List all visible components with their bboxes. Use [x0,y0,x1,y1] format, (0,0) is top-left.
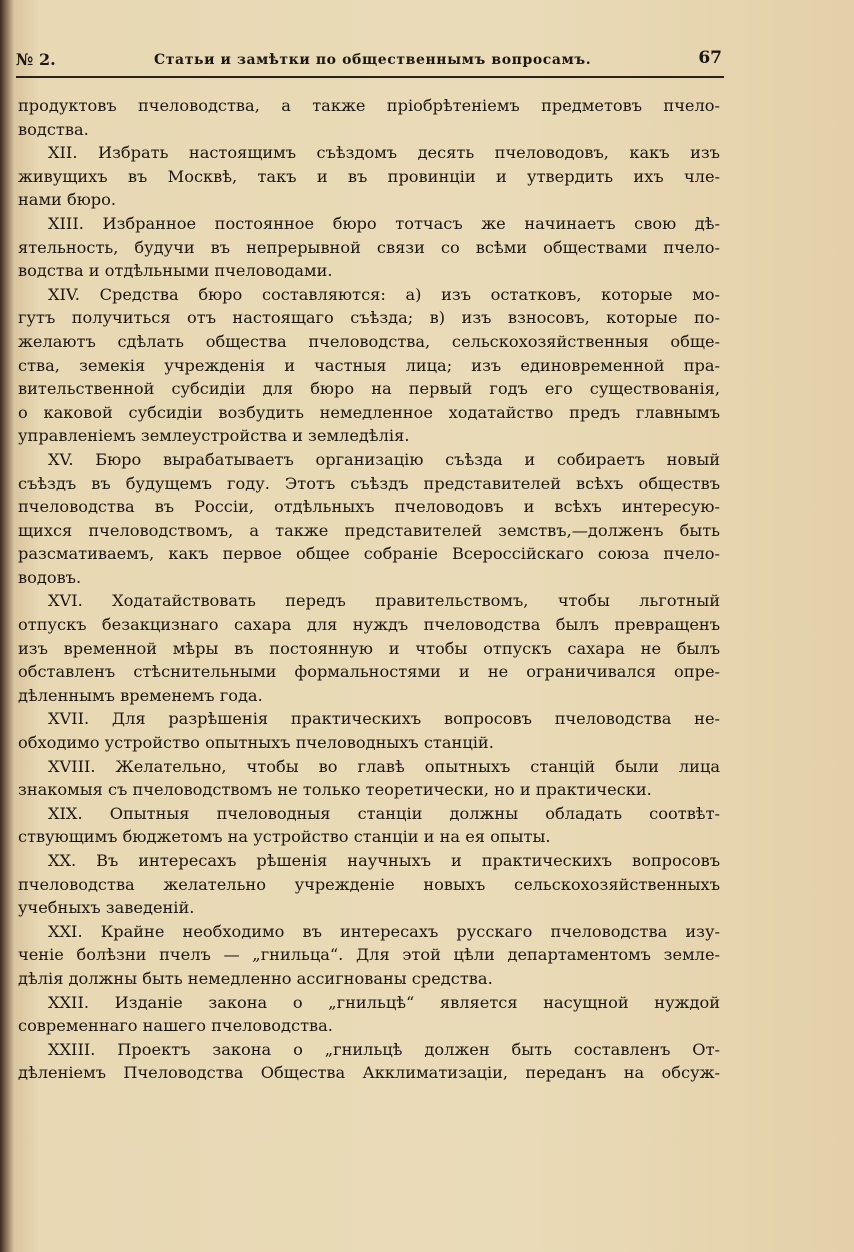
text-line: XXI. Крайне необходимо въ интересахъ русскаго пчеловодства изу- [48,921,720,941]
text-line: XXIII. Проектъ закона о „гнильцѣ должен быть составленъ От- [48,1039,720,1059]
text-line: XIX. Опытныя пчеловодныя станціи должны обладать соотвѣт- [48,803,720,823]
text-line: ятельность, будучи въ непрерывной связи со всѣми обществами пчело- [18,237,720,257]
text-line: водства и отдѣльными пчеловодами. [18,261,333,281]
text-line: XXII. Изданіе закона о „гнильцѣ“ является насущной нуждой [48,992,720,1012]
text-line: XIV. Средства бюро составляются: а) изъ остатковъ, которые мо- [48,284,720,304]
text-line: изъ временной мѣры въ постоянную и чтобы отпускъ сахара не былъ [18,638,720,658]
running-title: Статьи и замѣтки по общественнымъ вопросамъ. [154,52,592,68]
text-line: ченіе болѣзни пчелъ — „гнильца“. Для этой цѣли департаментомъ земле- [18,945,720,965]
text-line: обходимо устройство опытныхъ пчеловодныхъ станцій. [18,733,494,753]
text-line: продуктовъ пчеловодства, а также пріобрѣтеніемъ предметовъ пчело- [18,96,720,115]
text-line: XVIII. Желательно, чтобы во главѣ опытныхъ станцій были лица [48,756,720,776]
page-number: 67 [698,48,722,68]
text-line: нами бюро. [18,190,117,210]
text-line: пчеловодства въ Россіи, отдѣльныхъ пчеловодовъ и всѣхъ интересую- [18,497,720,517]
text-line: знакомыя съ пчеловодствомъ не только теоретически, но и практически. [18,780,652,800]
body-text [18,94,720,1085]
text-line: современнаго нашего пчеловодства. [18,1016,333,1036]
text-line: живущихъ въ Москвѣ, такъ и въ провинціи и утвердить ихъ чле- [18,166,720,186]
text-line: управленіемъ землеустройства и земледѣлія. [18,426,410,446]
text-line: дѣленнымъ временемъ года. [18,685,263,705]
text-line: XV. Бюро вырабатываетъ организацію съѣзда и собираетъ новый [48,449,720,469]
text-line: XIII. Избранное постоянное бюро тотчасъ же начинаетъ свою дѣ- [48,213,720,233]
text-line: желаютъ сдѣлать общества пчеловодства, сельскохозяйственныя обще- [18,331,720,351]
text-line: отпускъ безакцизнаго сахара для нуждъ пчеловодства былъ превращенъ [18,615,720,635]
text-line: разсмативаемъ, какъ первое общее собраніе Всероссійскаго союза пчело- [18,544,720,564]
text-line: вительственной субсидіи для бюро на первый годъ его существованія, [18,379,720,399]
text-line: XVI. Ходатайствовать передъ правительствомъ, чтобы льготный [48,591,720,611]
text-line: щихся пчеловодствомъ, а также представителей земствъ,—долженъ быть [18,520,720,540]
text-line: водовъ. [18,567,82,587]
section-number: № 2. [16,50,56,69]
text-line: дѣленіемъ Пчеловодства Общества Акклиматизаціи, переданъ на обсуж- [18,1063,720,1083]
text-line: водства. [18,119,89,139]
text-line: дѣлія должны быть немедленно ассигнованы средства. [18,968,493,988]
text-line: ства, земекія учрежденія и частныя лица; изъ единовременной пра- [18,355,720,375]
text-line: XX. Въ интересахъ рѣшенія научныхъ и практическихъ вопросовъ [48,851,720,870]
text-line: ствующимъ бюджетомъ на устройство станціи и на ея опыты. [18,827,551,847]
running-header [16,48,728,74]
header-rule [16,76,724,78]
text-line: пчеловодства желательно учрежденіе новыхъ сельскохозяйственныхъ [18,874,720,894]
text-line: о каковой субсидіи возбудить немедленное ходатайство предъ главнымъ [18,402,720,422]
text-line: XVII. Для разрѣшенія практическихъ вопросовъ пчеловодства не- [48,709,720,729]
text-line: обставленъ стѣснительными формальностями и не ограничивался опре- [18,662,720,682]
text-line: гутъ получиться отъ настоящаго съѣзда; в) изъ взносовъ, которые по- [18,308,720,328]
text-line: учебныхъ заведеній. [18,898,195,918]
text-line: XII. Избрать настоящимъ съѣздомъ десять пчеловодовъ, какъ изъ [48,143,720,163]
text-line: съѣздъ въ будущемъ году. Этотъ съѣздъ представителей всѣхъ обществъ [18,473,720,493]
